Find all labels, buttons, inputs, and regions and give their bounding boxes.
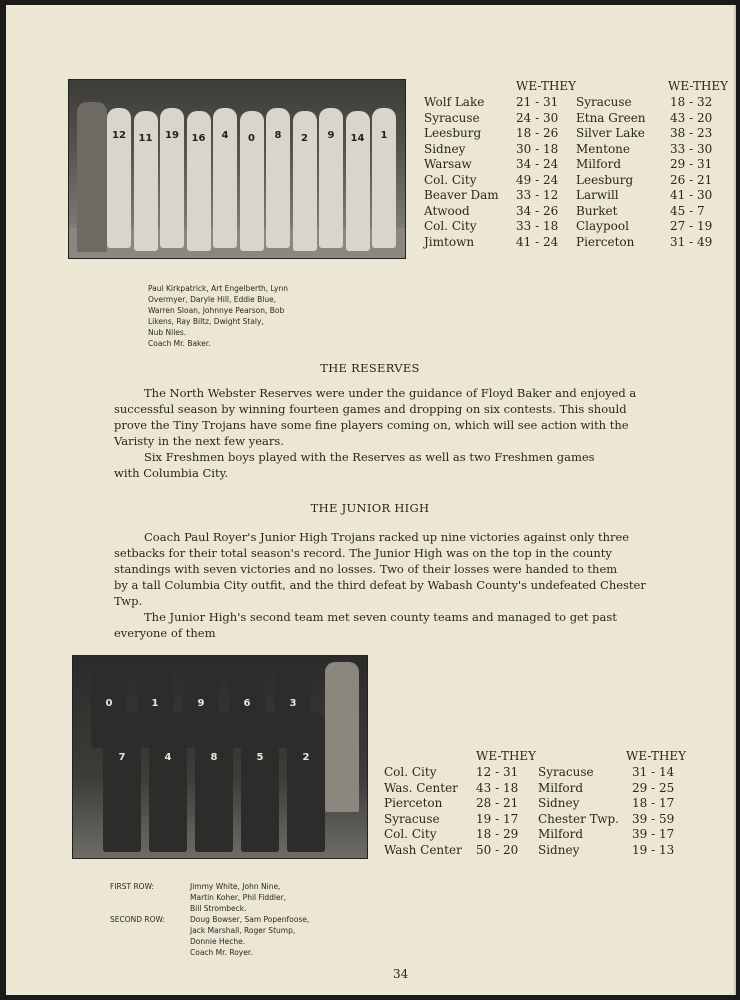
game-score: 45 - 7 — [670, 203, 705, 218]
column-header: WE-THEY — [476, 749, 537, 763]
opponent-name: Col. City — [424, 219, 477, 233]
opponent-name: Milford — [538, 780, 584, 795]
opponent-name: Was. Center — [384, 780, 458, 795]
player-figure: 3 — [275, 668, 311, 748]
opponent-name: Chester Twp. — [538, 811, 619, 826]
player-figure: 16 — [187, 111, 211, 251]
game-score: 24 - 30 — [516, 110, 559, 125]
caption-label: SECOND ROW: — [110, 915, 166, 924]
column-header: WE-THEY — [626, 749, 687, 763]
game-score: 26 - 21 — [670, 172, 713, 187]
game-score: 34 - 26 — [516, 203, 559, 218]
paragraph-line: The North Webster Reserves were under the guidance of Floyd Baker and enjoyed a — [144, 386, 637, 400]
game-score: 18 - 29 — [476, 827, 519, 841]
opponent-name: Etna Green — [576, 110, 646, 125]
yearbook-page — [6, 5, 736, 995]
paragraph-line: Varisty in the next few years. — [114, 434, 284, 448]
game-score: 41 - 24 — [516, 234, 559, 249]
opponent-name: Syracuse — [576, 95, 632, 109]
paragraph-line: successful season by winning fourteen games and dropping on six contests. This should — [114, 402, 627, 416]
opponent-name: Burket — [576, 203, 618, 218]
game-score: 39 - 17 — [632, 827, 675, 841]
player-figure: 9 — [183, 668, 219, 748]
page-number: 34 — [393, 967, 409, 981]
caption-line: Coach Mr. Royer. — [190, 948, 253, 957]
game-score: 18 - 17 — [632, 796, 675, 810]
player-figure: 0 — [240, 111, 264, 251]
game-score: 31 - 14 — [632, 765, 675, 779]
game-score: 41 - 30 — [670, 188, 713, 202]
player-figure: 0 — [91, 668, 127, 748]
game-score: 43 - 20 — [670, 110, 713, 125]
paragraph-line: with Columbia City. — [114, 466, 229, 480]
opponent-name: Col. City — [384, 827, 437, 841]
opponent-name: Leesburg — [424, 126, 482, 140]
paragraph-line: by a tall Columbia City outfit, and the third defeat by Wabash County's undefeated Chester — [114, 578, 646, 592]
opponent-name: Beaver Dam — [424, 188, 499, 202]
opponent-name: Syracuse — [424, 110, 480, 125]
paragraph-line: setbacks for their total season's record. The Junior High was on the top in the county — [114, 546, 612, 560]
player-figure: 4 — [149, 712, 187, 852]
game-score: 12 - 31 — [476, 765, 519, 779]
game-score: 28 - 21 — [476, 796, 519, 810]
opponent-name: Claypool — [576, 219, 629, 233]
reserves-team-photo — [68, 79, 406, 259]
game-score: 31 - 49 — [670, 234, 713, 249]
player-figure: 9 — [319, 108, 343, 248]
game-score: 49 - 24 — [516, 172, 559, 187]
caption-line: Likens, Ray Biltz, Dwight Staly, — [148, 317, 264, 326]
junior-high-heading: THE JUNIOR HIGH — [310, 501, 430, 515]
paragraph-line: Six Freshmen boys played with the Reserves as well as two Freshmen games — [144, 450, 595, 464]
game-score: 29 - 25 — [632, 780, 675, 795]
game-score: 18 - 26 — [516, 126, 559, 140]
player-figure: 5 — [241, 712, 279, 852]
player-figure: 1 — [137, 668, 173, 748]
game-score: 29 - 31 — [670, 157, 713, 171]
junior-high-team-photo — [72, 655, 368, 859]
opponent-name: Sidney — [538, 796, 580, 810]
coach-figure — [77, 102, 107, 252]
player-figure: 2 — [293, 111, 317, 251]
player-figure: 6 — [229, 668, 265, 748]
paragraph-line: Twp. — [114, 594, 143, 608]
opponent-name: Pierceton — [384, 796, 443, 810]
opponent-name: Sidney — [538, 842, 580, 857]
caption-line: Paul Kirkpatrick, Art Engelberth, Lynn — [148, 284, 288, 293]
game-score: 21 - 31 — [516, 95, 559, 109]
coach-figure — [325, 662, 359, 812]
game-score: 34 - 24 — [516, 157, 559, 171]
opponent-name: Pierceton — [576, 234, 635, 249]
opponent-name: Atwood — [424, 203, 470, 218]
game-score: 33 - 12 — [516, 188, 559, 202]
reserves-score-table — [424, 79, 734, 259]
caption-label: FIRST ROW: — [110, 882, 155, 891]
player-figure: 8 — [195, 712, 233, 852]
opponent-name: Warsaw — [424, 157, 472, 171]
opponent-name: Sidney — [424, 141, 466, 156]
caption-line: Overmyer, Daryle Hill, Eddie Blue, — [148, 295, 277, 304]
caption-line: Donnie Heche. — [190, 937, 246, 946]
opponent-name: Syracuse — [538, 765, 594, 779]
opponent-name: Silver Lake — [576, 126, 645, 140]
paragraph-line: prove the Tiny Trojans have some fine players coming on, which will see action with the — [114, 418, 629, 432]
column-header: WE-THEY — [668, 79, 729, 93]
reserves-heading: THE RESERVES — [320, 361, 420, 375]
player-figure: 11 — [134, 111, 158, 251]
paragraph-line: standings with seven victories and no losses. Two of their losses were handed to them — [114, 562, 618, 576]
player-figure: 14 — [346, 111, 370, 251]
opponent-name: Milford — [538, 827, 584, 841]
opponent-name: Larwill — [576, 188, 619, 202]
opponent-name: Wolf Lake — [424, 95, 485, 109]
game-score: 19 - 13 — [632, 842, 675, 857]
game-score: 43 - 18 — [476, 780, 519, 795]
game-score: 38 - 23 — [670, 126, 713, 140]
caption-line: Jimmy White, John Nine, — [190, 882, 281, 891]
caption-line: Martin Koher, Phil Fiddler, — [190, 893, 287, 902]
junior-high-score-table — [384, 749, 714, 869]
player-figure: 12 — [107, 108, 131, 248]
game-score: 30 - 18 — [516, 141, 559, 156]
opponent-name: Leesburg — [576, 172, 634, 187]
junior-high-photo-caption — [110, 881, 410, 961]
paragraph-line: The Junior High's second team met seven county teams and managed to get past — [144, 610, 617, 624]
game-score: 19 - 17 — [476, 811, 519, 826]
opponent-name: Wash Center — [384, 842, 462, 857]
opponent-name: Col. City — [384, 765, 437, 779]
paragraph-line: everyone of them — [114, 626, 216, 640]
caption-line: Coach Mr. Baker. — [148, 339, 211, 348]
opponent-name: Jimtown — [424, 234, 475, 249]
column-header: WE-THEY — [516, 79, 577, 93]
player-figure: 19 — [160, 108, 184, 248]
game-score: 50 - 20 — [476, 842, 519, 857]
opponent-name: Col. City — [424, 172, 477, 187]
caption-line: Warren Sloan, Johnnye Pearson, Bob — [148, 306, 285, 315]
game-score: 18 - 32 — [670, 95, 713, 109]
game-score: 33 - 18 — [516, 219, 559, 233]
junior-high-paragraph — [114, 529, 646, 641]
opponent-name: Mentone — [576, 141, 630, 156]
caption-line: Bill Strombeck. — [190, 904, 247, 913]
player-figure: 7 — [103, 712, 141, 852]
reserves-photo-caption — [148, 283, 288, 349]
game-score: 27 - 19 — [670, 219, 713, 233]
opponent-name: Milford — [576, 157, 622, 171]
caption-line: Jack Marshall, Roger Stump, — [190, 926, 296, 935]
player-figure: 8 — [266, 108, 290, 248]
paragraph-line: Coach Paul Royer's Junior High Trojans racked up nine victories against only three — [144, 530, 630, 544]
opponent-name: Syracuse — [384, 811, 440, 826]
caption-line: Doug Bowser, Sam Popenfoose, — [190, 915, 310, 924]
game-score: 39 - 59 — [632, 811, 675, 826]
caption-line: Nub Niles. — [148, 328, 187, 337]
game-score: 33 - 30 — [670, 141, 713, 156]
player-figure: 2 — [287, 712, 325, 852]
reserves-paragraph — [114, 385, 636, 481]
player-figure: 4 — [213, 108, 237, 248]
player-figure: 1 — [372, 108, 396, 248]
